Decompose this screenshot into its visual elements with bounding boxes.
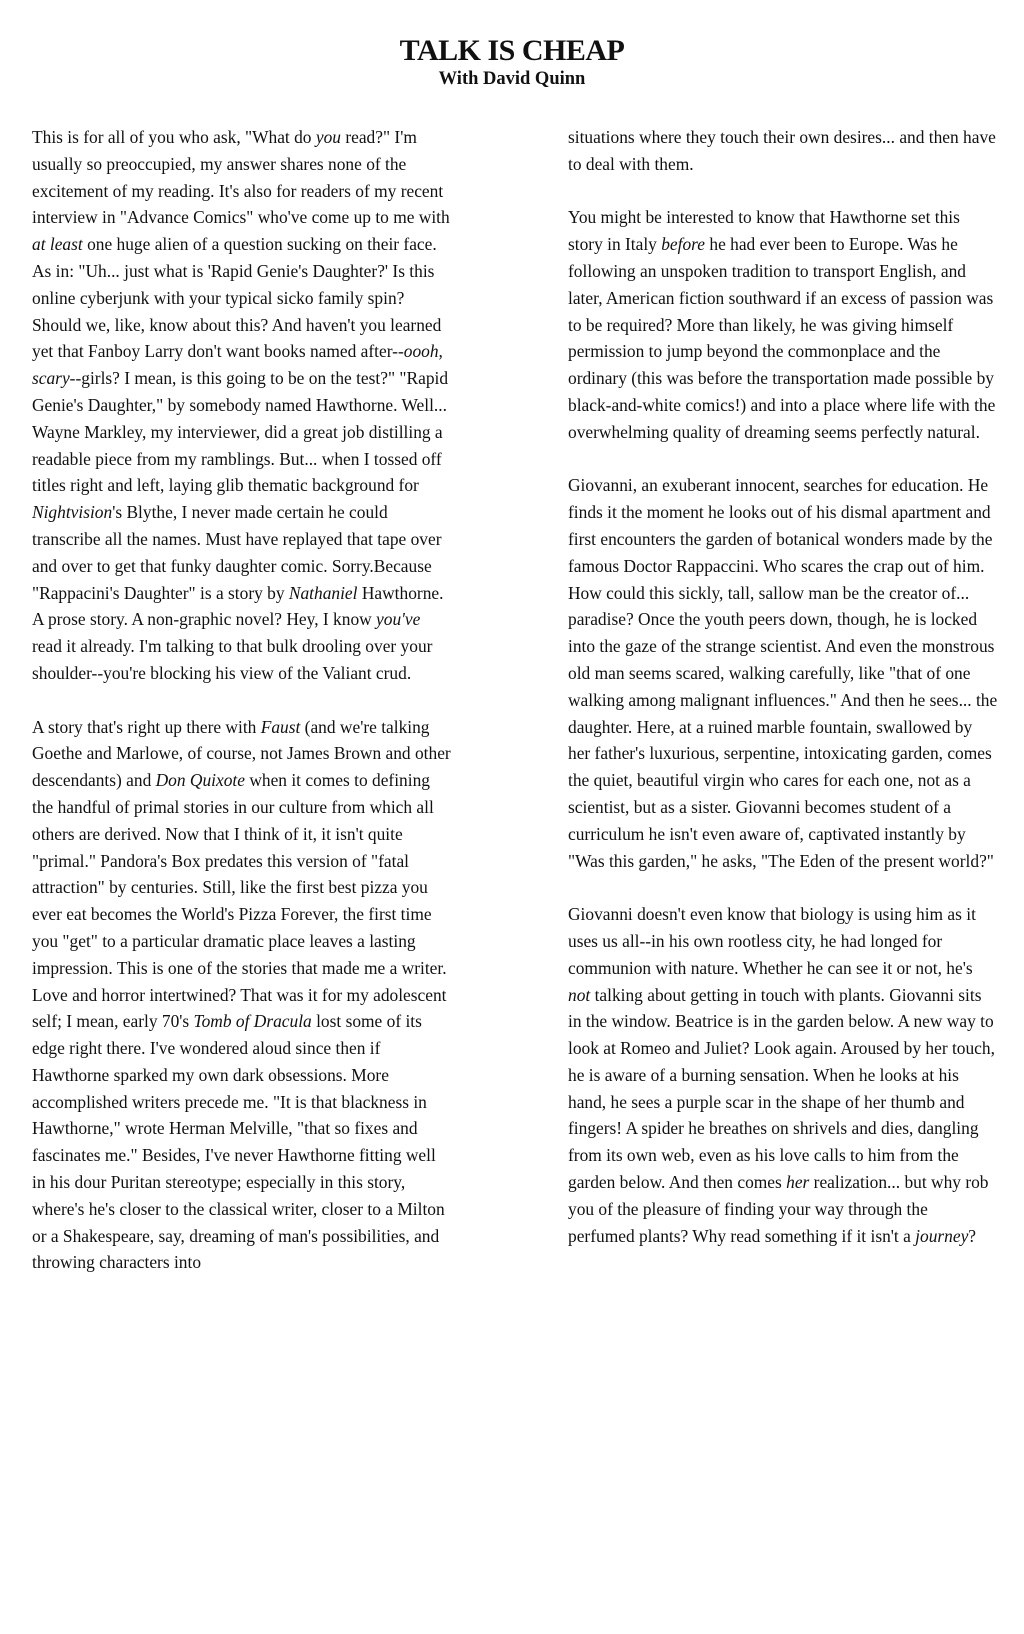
text-run: when it comes to defining the handful of primal stories in our culture from which all others are derived. Now that I think of it, it isn't quite "primal." Pandora's Box predates this version of "fatal attraction" by centuries. Still, like the first best pizza you ever eat becomes the World's Pizza Forever, the first time you "get" to a particular dramatic place leaves a lasting impression. This is one of the stories that made me a writer. Love and horror intertwined? That was it for my adolescent self; I mean, early 70's	[32, 770, 447, 1032]
text-run: realization... but why rob you of the pleasure of finding your way through the perfumed plants? Why read something if it isn't a	[568, 1172, 989, 1246]
emphasis-text: her	[786, 1172, 810, 1193]
emphasis-text: journey	[915, 1225, 969, 1246]
text-run: lost some of its edge right there. I've wondered aloud since then if Hawthorne sparked my own dark obsessions. More accomplished writers precede me. "It is that blackness in Hawthorne," wrote Herman Melville, "that so fixes and fascinates me." Besides, I've never Hawthorne fitting well in his dour Puritan stereotype; especially in this story, where's he's closer to the classical writer, closer to a Milton or a Shakespeare, say, dreaming of man's possibilities, and throwing characters into	[32, 1011, 445, 1273]
text-run: Giovanni doesn't even know that biology is using him as it uses us all--in his own rootless city, he had longed for communion with nature. Whether he can see it or not, he's	[568, 904, 976, 978]
text-run: (and we're talking Goethe and Marlowe, of course, not James Brown and other descendants) and	[32, 716, 451, 791]
emphasis-text: not	[568, 984, 591, 1005]
emphasis-text: Nightvision	[32, 502, 113, 523]
text-run: A story that's right up there with	[32, 716, 261, 737]
paragraph	[568, 472, 998, 874]
emphasis-text: before	[661, 234, 706, 255]
text-run: ?	[968, 1225, 977, 1246]
text-run: read it already. I'm talking to that bulk drooling over your shoulder--you're blocking his view of the Valiant crud.	[32, 636, 433, 683]
text-run: 's Blythe, I never made certain he could transcribe all the names. Must have replayed that tape over and over to get that funky daughter comic. Sorry.Because "Rappacini's Daughter" is a story by	[32, 502, 442, 603]
text-run: one huge alien of a question sucking on their face. As in: "Uh... just what is 'Rapid Genie's Daughter?' Is this online cyberjunk with your typical sicko family spin? Should we, like, know about this? And haven't you learned yet that Fanboy Larry don't want books named after--	[32, 234, 442, 362]
text-run: --girls? I mean, is this going to be on the test?" "Rapid Genie's Daughter," by somebody named Hawthorne. Well... Wayne Markley, my interviewer, did a great job distilling a readable piece from my ramblings. But... when I tossed off titles right and left, laying glib thematic background for	[32, 368, 449, 496]
left-column	[32, 124, 452, 1276]
paragraph-gap	[32, 687, 452, 714]
text-run: You might be interested to know that Hawthorne set this story in Italy	[568, 207, 960, 255]
emphasis-text: Nathaniel	[288, 582, 358, 603]
emphasis-text: oooh, scary	[32, 341, 443, 389]
paragraph	[32, 124, 452, 687]
paragraph-gap	[568, 178, 998, 205]
paragraph	[32, 714, 452, 1277]
paragraph	[568, 901, 998, 1249]
emphasis-text: you've	[376, 609, 421, 630]
text-run: Hawthorne. A prose story. A non-graphic novel? Hey, I know	[32, 582, 444, 630]
article-header	[0, 34, 1024, 90]
text-run: Giovanni, an exuberant innocent, searches for education. He finds it the moment he looks out of his dismal apartment and first encounters the garden of botanical wonders made by the famous Doctor Rappaccini. Who scares the crap out of him. How could this sickly, tall, sallow man be the creator of... paradise? Once the youth peers down, though, he is locked into the gaze of the strange scientist. And even the monstrous old man seems scared, walking carefully, like "that of one walking among malignant influences." And then he sees... the daughter. Here, at a ruined marble fountain, swallowed by her father's luxurious, serpentine, intoxicating garden, comes the quiet, beautiful virgin who cares for each one, not as a scientist, but as a sister. Giovanni becomes student of a curriculum he isn't even aware of, captivated instantly by "Was this garden," he asks, "The Eden of the present world?"	[568, 475, 998, 871]
text-run: This is for all of you who ask, "What do	[32, 127, 316, 147]
text-run: situations where they touch their own desires... and then have to deal with them.	[568, 127, 996, 174]
article-title: TALK IS CHEAP	[399, 34, 625, 67]
emphasis-text: Tomb of Dracula	[193, 1011, 312, 1032]
paragraph-gap	[568, 446, 998, 473]
emphasis-text: you	[315, 127, 341, 147]
right-column	[568, 124, 998, 1249]
paragraph	[568, 124, 998, 178]
emphasis-text: Faust	[260, 716, 301, 737]
text-run: he had ever been to Europe. Was he following an unspoken tradition to transport English, and later, American fiction southward if an excess of passion was to be required? More than likely, he was giving himself permission to jump beyond the commonplace and the ordinary (this was before the transportation made possible by black-and-white comics!) and into a place where life with the overwhelming quality of dreaming seems perfectly natural.	[568, 234, 996, 442]
text-run: read?" I'm usually so preoccupied, my answer shares none of the excitement of my reading. It's also for readers of my recent interview in "Advance Comics" who've come up to me with	[32, 127, 450, 228]
emphasis-text: at least	[32, 234, 83, 255]
emphasis-text: Don Quixote	[155, 770, 245, 791]
article-byline: With David Quinn	[438, 69, 586, 89]
paragraph	[568, 204, 998, 445]
paragraph-gap	[568, 874, 998, 901]
text-run: talking about getting in touch with plants. Giovanni sits in the window. Beatrice is in the garden below. A new way to look at Romeo and Juliet? Look again. Aroused by her touch, he is aware of a burning sensation. When he looks at his hand, he sees a purple scar in the shape of her thumb and fingers! A spider he breathes on shrivels and dies, dangling from its own web, even as his love calls to him from the garden below. And then comes	[568, 984, 995, 1193]
